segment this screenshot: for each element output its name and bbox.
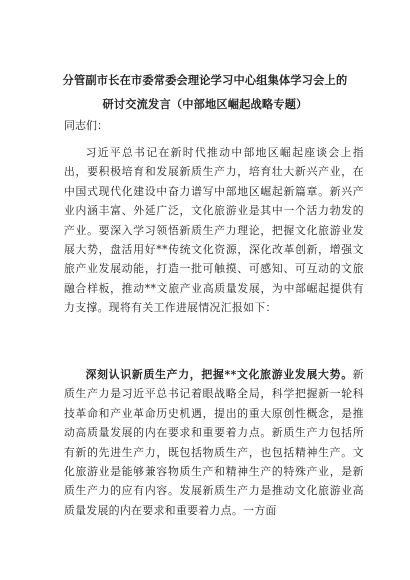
paragraph-2 bbox=[64, 365, 364, 520]
paragraph-2-body: 新质生产力是习近平总书记着眼战略全局，科学把握新一轮科技革命和产业革命历史机遇，提出的重大原创性概念，是推动高质量发展的内在要求和重要着力点。新质生产力包括所有新的先进生产力，既包括物质生产，也包括精神生产。文化旅游业是能够兼容物质生产和精神生产的特殊产业，是新质生产力的应有内容。发展新质生产力是推动文化旅游业高质量发展的内在要求和重要着力点。一方面 bbox=[64, 368, 364, 517]
salutation: 同志们： bbox=[64, 119, 108, 132]
title-line-1: 分管副市长在市委常委会理论学习中心组集体学习会上的 bbox=[62, 73, 348, 87]
paragraph-2-heading: 深刻认识新质生产力，把握**文化旅游业发展大势。 bbox=[85, 368, 353, 381]
paragraph-1: 习近平总书记在新时代推动中部地区崛起座谈会上指出，要积极培育和发展新质生产力，培育壮大新兴产业，在中国式现代化建设中奋力谱写中部地区崛起新篇章。新兴产业内涵丰富、外延广泛，文化旅游业是其中一个活力勃发的产业。要深入学习领悟新质生产力理论，把握文化旅游业发展大势，盘活用好**传统文化资源，深化改革创新，增强文旅产业发展动能，打造一批可触摸、可感知、可互动的文旅融合样板，推动**文旅产业高质量发展，为中部崛起提供有力支撑。现将有关工作进展情况汇报如下： bbox=[64, 146, 364, 315]
document-title bbox=[40, 68, 370, 116]
title-line-2: 研讨交流发言（中部地区崛起战略专题） bbox=[102, 97, 308, 111]
